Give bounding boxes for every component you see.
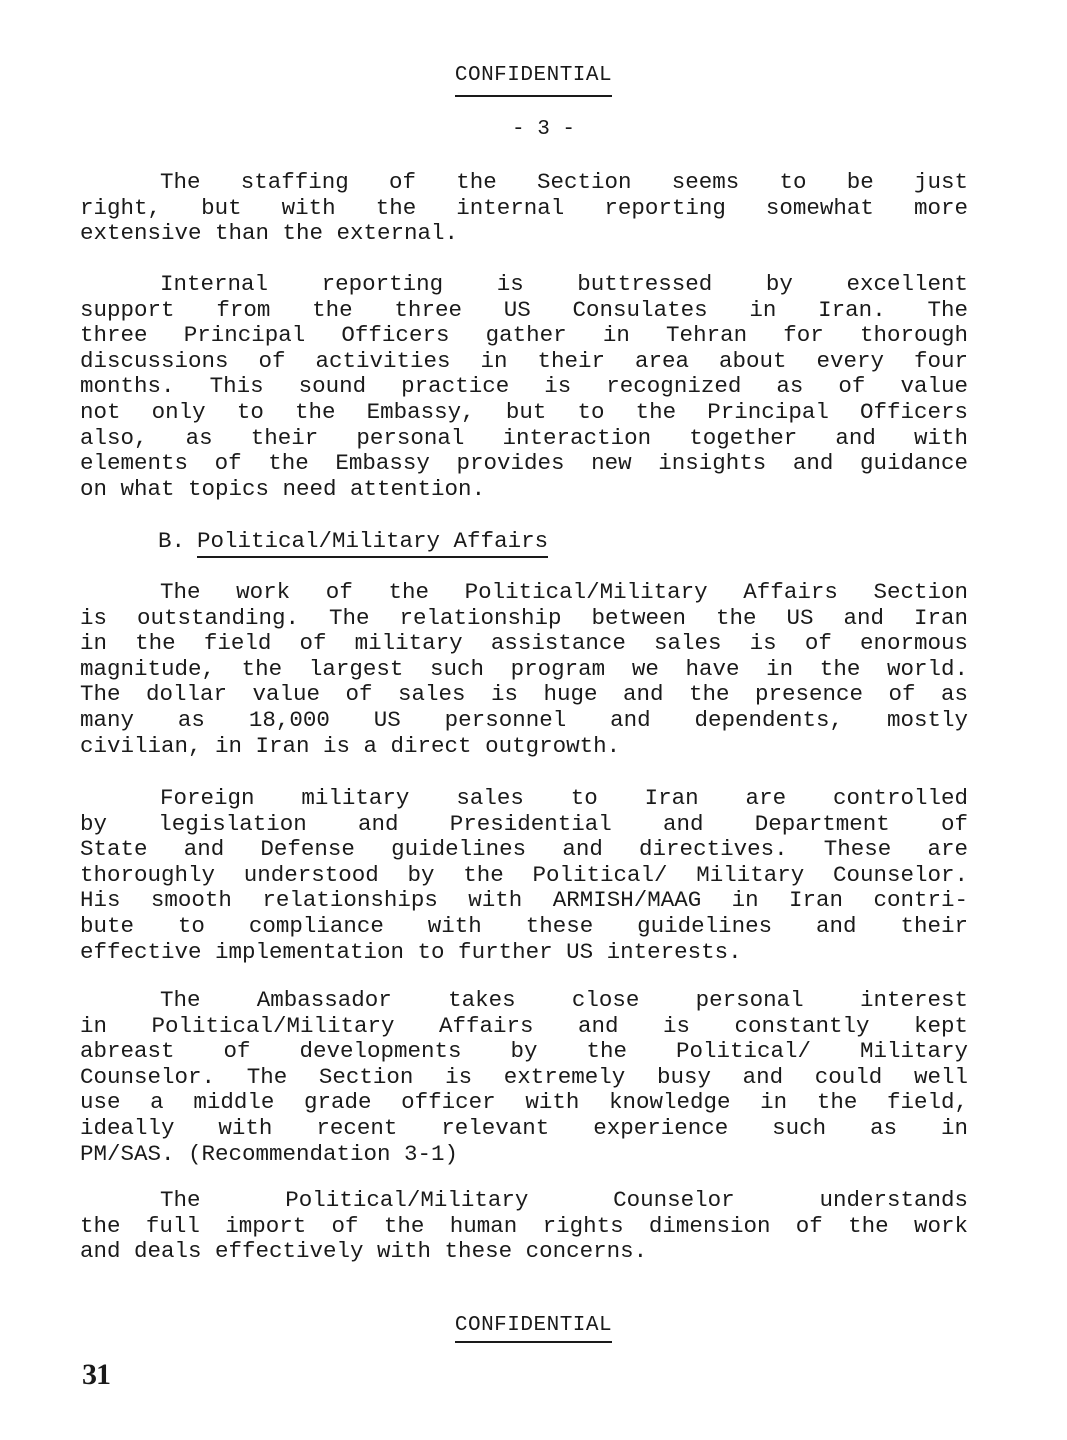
- paragraph-line: not only to the Embassy, but to the Principal Officers: [80, 398, 968, 425]
- paragraph-line: use a middle grade officer with knowledge in the field,: [80, 1089, 968, 1116]
- paragraph-line: elements of the Embassy provides new insights and guidance: [80, 450, 968, 477]
- paragraph-line: abreast of developments by the Political/ Military: [80, 1038, 968, 1065]
- paragraph-line: the full import of the human rights dimension of the work: [80, 1212, 968, 1239]
- paragraph-line: The work of the Political/Military Affairs Section: [160, 579, 968, 605]
- paragraph-line: Foreign military sales to Iran are controlled: [160, 785, 968, 811]
- paragraph-line: discussions of activities in their area about every four: [80, 347, 968, 374]
- classification-header-text: CONFIDENTIAL: [455, 64, 612, 97]
- section-heading-title: Political/Military Affairs: [197, 528, 548, 558]
- paragraph-line: State and Defense guidelines and directives. These are: [80, 836, 968, 863]
- paragraph-line: The dollar value of sales is huge and the presence of as: [80, 681, 968, 708]
- paragraph-line: support from the three US Consulates in Iran. The: [80, 296, 968, 323]
- paragraph-line: The staffing of the Section seems to be just: [160, 169, 968, 195]
- paragraph-line: is outstanding. The relationship between the US and Iran: [80, 604, 968, 631]
- paragraph-line: His smooth relationships with ARMISH/MAAG in Iran contri-: [80, 887, 968, 914]
- paragraph-line: months. This sound practice is recognized as of value: [80, 373, 968, 400]
- paragraph-foreign-sales: [80, 786, 968, 965]
- paragraph-line: many as 18,000 US personnel and dependents, mostly: [80, 706, 968, 733]
- paragraph-line: extensive than the external.: [80, 220, 459, 247]
- paragraph-line: thoroughly understood by the Political/ Military Counselor.: [80, 861, 968, 888]
- paragraph-pm-work: [80, 580, 968, 759]
- section-heading-label: B.: [158, 528, 186, 554]
- paragraph-line: magnitude, the largest such program we have in the world.: [80, 655, 968, 682]
- paragraph-line: on what topics need attention.: [80, 475, 486, 502]
- paragraph-line: three Principal Officers gather in Tehran for thorough: [80, 322, 968, 349]
- paragraph-line: The Political/Military Counselor understands: [160, 1187, 968, 1213]
- paragraph-line: ideally with recent relevant experience such as in: [80, 1114, 968, 1141]
- page-marker: - 3 -: [511, 118, 575, 141]
- paragraph-line: in the field of military assistance sales is of enormous: [80, 630, 968, 657]
- paragraph-line: in Political/Military Affairs and is constantly kept: [80, 1012, 968, 1039]
- paragraph-line: also, as their personal interaction together and with: [80, 424, 968, 451]
- paragraph-staffing: [80, 170, 968, 247]
- paragraph-line: by legislation and Presidential and Department of: [80, 810, 968, 837]
- classification-footer-text: CONFIDENTIAL: [455, 1314, 612, 1343]
- paragraph-internal-reporting: [80, 272, 968, 502]
- paragraph-human-rights: [80, 1188, 968, 1265]
- paragraph-line: and deals effectively with these concerns.: [80, 1238, 648, 1265]
- paragraph-line: Counselor. The Section is extremely busy and could well: [80, 1063, 968, 1090]
- paragraph-line: right, but with the internal reporting somewhat more: [80, 194, 968, 221]
- paragraph-line: effective implementation to further US interests.: [80, 938, 742, 965]
- classification-footer: [0, 1314, 1067, 1343]
- paragraph-line: PM/SAS. (Recommendation 3-1): [80, 1140, 459, 1167]
- folio-page-number: 31: [82, 1358, 110, 1391]
- classification-header: [0, 64, 1067, 97]
- section-heading: [158, 528, 548, 554]
- paragraph-ambassador: [80, 988, 968, 1167]
- paragraph-line: civilian, in Iran is a direct outgrowth.: [80, 732, 621, 759]
- paragraph-line: Internal reporting is buttressed by excellent: [160, 271, 968, 297]
- paragraph-line: The Ambassador takes close personal interest: [160, 987, 968, 1013]
- paragraph-line: bute to compliance with these guidelines and their: [80, 912, 968, 939]
